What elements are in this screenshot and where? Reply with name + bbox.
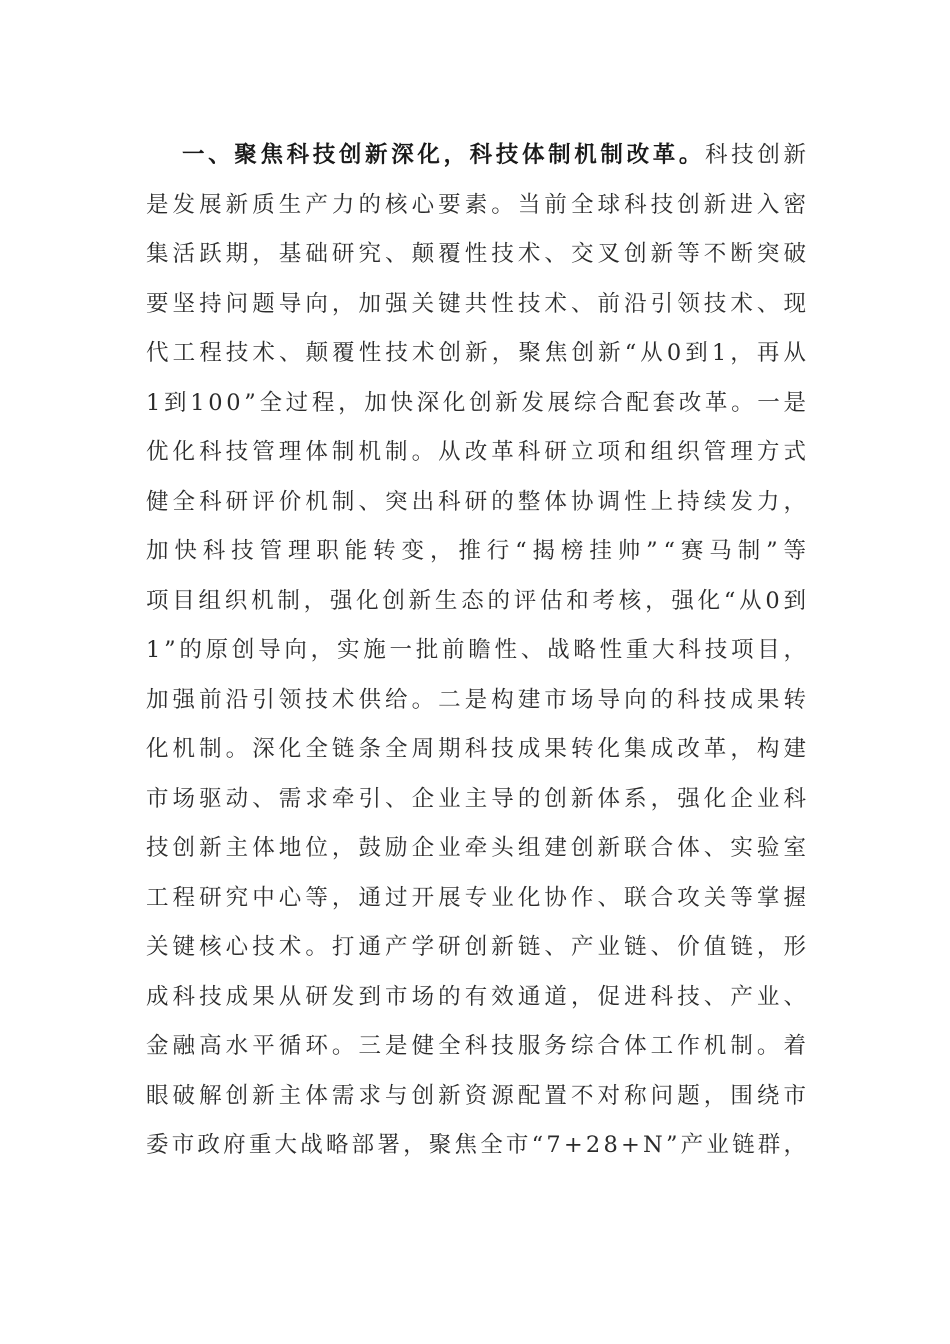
text-line <box>146 230 811 280</box>
line-text: 眼破解创新主体需求与创新资源配置不对称问题，围绕市 <box>146 1082 811 1109</box>
line-text: 关键核心技术。打通产学研创新链、产业链、价值链，形 <box>146 934 811 960</box>
line-text: 化机制。深化全链条全周期科技成果转化集成改革，构建 <box>146 736 811 762</box>
body-text <box>146 131 812 1171</box>
text-line <box>146 1072 811 1122</box>
section-heading: 一、聚焦科技创新深化，科技体制机制改革。 <box>182 142 706 168</box>
text-line-1 <box>146 131 810 181</box>
line-text: 要坚持问题导向，加强关键共性技术、前沿引领技术、现 <box>146 290 811 317</box>
line-text: 技创新主体地位，鼓励企业牵头组建创新联合体、实验室 <box>146 835 811 861</box>
text-line <box>146 329 811 379</box>
text-line <box>146 874 811 924</box>
text-line <box>146 379 810 429</box>
line-text: 加快科技管理职能转变，推行“揭榜挂帅”“赛马制”等 <box>146 538 812 564</box>
text-line <box>146 181 811 231</box>
line-text: 加强前沿引领技术供给。二是构建市场导向的科技成果转 <box>146 686 811 713</box>
text-line <box>146 676 811 726</box>
line-text: 优化科技管理体制机制。从改革科研立项和组织管理方式 <box>146 439 811 465</box>
text-line <box>146 577 810 627</box>
line-text: 集活跃期，基础研究、颠覆性技术、交叉创新等不断突破 <box>146 241 811 267</box>
line-text: 项目组织机制，强化创新生态的评估和考核，强化“从0到 <box>146 587 810 614</box>
line-text: 1到100”全过程，加快深化创新发展综合配套改革。一是 <box>146 389 810 416</box>
line-text: 委市政府重大战略部署，聚焦全市“7+28+N”产业链群， <box>146 1132 810 1158</box>
line-text: 代工程技术、颠覆性技术创新，聚焦创新“从0到1，再从 <box>146 340 811 366</box>
text-line <box>146 428 811 478</box>
line-text: 科技创新 <box>705 142 810 168</box>
text-line <box>146 1121 810 1171</box>
text-line <box>146 973 811 1023</box>
line-text: 市场驱动、需求牵引、企业主导的创新体系，强化企业科 <box>146 785 811 812</box>
text-line <box>146 923 811 973</box>
line-text: 工程研究中心等，通过开展专业化协作、联合攻关等掌握 <box>146 884 811 911</box>
text-line <box>146 280 811 330</box>
line-text: 成科技成果从研发到市场的有效通道，促进科技、产业、 <box>146 983 811 1010</box>
line-text: 是发展新质生产力的核心要素。当前全球科技创新进入密 <box>146 191 811 218</box>
line-text: 健全科研评价机制、突出科研的整体协调性上持续发力， <box>146 488 811 515</box>
text-line <box>146 527 812 577</box>
text-line <box>146 725 811 775</box>
text-line <box>146 824 811 874</box>
line-text: 金融高水平循环。三是健全科技服务综合体工作机制。着 <box>146 1033 811 1059</box>
line-text: 1”的原创导向，实施一批前瞻性、战略性重大科技项目， <box>146 637 810 663</box>
text-line <box>146 626 810 676</box>
text-line <box>146 775 811 825</box>
text-line <box>146 478 811 528</box>
text-line <box>146 1022 811 1072</box>
